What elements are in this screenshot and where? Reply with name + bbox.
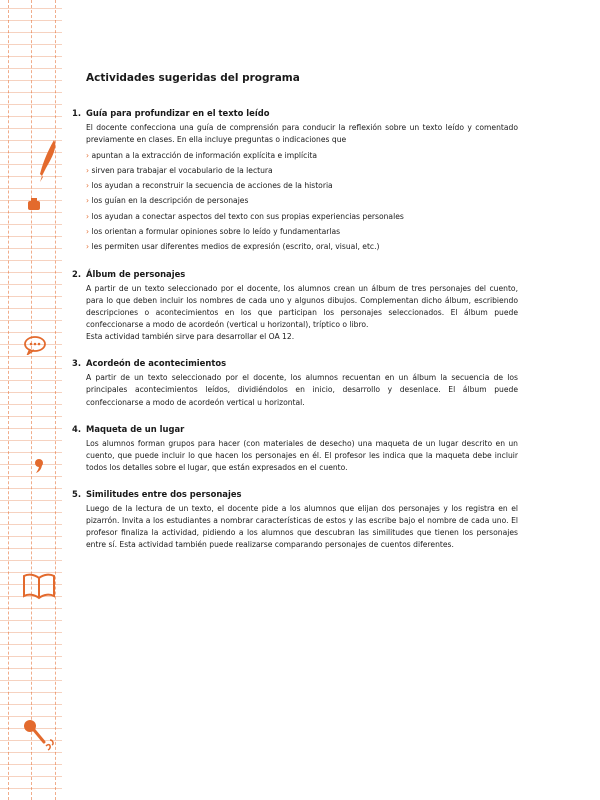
section-number: 1. (72, 108, 82, 118)
section-body (86, 438, 518, 474)
section-title: Acordeón de acontecimientos (86, 358, 227, 369)
bullet-item: › apuntan a la extracción de información explícita e implícita (86, 148, 518, 163)
section-title: Similitudes entre dos personajes (86, 488, 242, 499)
bullet-item: › les permiten usar diferentes medios de expresión (escrito, oral, visual, etc.) (86, 239, 518, 254)
bullet-item: › los ayudan a conectar aspectos del texto con sus propias experiencias personales (86, 209, 518, 224)
section-title: Maqueta de un lugar (86, 423, 185, 434)
section-paragraph: A partir de un texto seleccionado por el docente, los alumnos recuentan en un álbum la secuencia de los principales acontecimientos leídos, dividiéndolos en inicio, desarrollo y desenlace. El álbum puede confeccionarse a modo de acordeón vertical u horizontal. (86, 373, 518, 407)
margin-dashed-line (31, 0, 32, 800)
section-body (86, 372, 518, 408)
section-number: 5. (72, 488, 82, 499)
section-heading (72, 358, 518, 368)
bullet-item: › los orientan a formular opiniones sobre lo leído y fundamentarlas (86, 224, 518, 239)
margin-dashed-line (55, 0, 56, 800)
activity-section (72, 269, 518, 343)
open-book-icon (22, 572, 56, 600)
inkpot-icon (26, 196, 42, 212)
section-body (86, 283, 518, 343)
section-paragraph: El docente confecciona una guía de comprensión para conducir la reflexión sobre un texto leído y comentado previamente en clases. En ella incluye preguntas o indicaciones que (86, 123, 518, 145)
bullet-item: › los guían en la descripción de personajes (86, 193, 518, 208)
section-title: Álbum de personajes (86, 268, 186, 279)
decorative-margin-strip (0, 0, 62, 800)
activity-section (72, 489, 518, 551)
section-heading (72, 424, 518, 434)
section-number: 2. (72, 268, 82, 279)
section-paragraph: A partir de un texto seleccionado por el docente, los alumnos crean un álbum de tres personajes del cuento, para lo que deben incluir los nombres de cada uno y algunos dibujos. Complementan dicho álbum, escribiendo descripciones o acontecimientos en los que participan los personajes seleccionados. El álbum puede confeccionarse a modo de acordeón (vertical u horizontal), tríptico o libro. (86, 283, 518, 330)
activity-section (72, 424, 518, 474)
section-body (86, 503, 518, 551)
section-number: 3. (72, 358, 82, 369)
pen-icon (34, 138, 60, 184)
section-heading (72, 108, 518, 118)
margin-dashed-line (8, 0, 9, 800)
section-number: 4. (72, 423, 82, 434)
bullet-item: › los ayudan a reconstruir la secuencia de acciones de la historia (86, 178, 518, 193)
sections-container (72, 108, 518, 551)
bullet-item: › sirven para trabajar el vocabulario de la lectura (86, 163, 518, 178)
microphone-icon (20, 716, 56, 752)
document-content (72, 72, 518, 566)
activity-section (72, 358, 518, 408)
section-paragraph: Luego de la lectura de un texto, el docente pide a los alumnos que elijan dos personajes y los registra en el pizarrón. Invita a los estudiantes a nombrar características de estos y las escribe bajo el nombre de cada uno. El profesor finaliza la actividad, pidiendo a los alumnos que descubran las similitudes que tienen los personajes entre sí. Esta actividad también puede realizarse comparando personajes de cuentos diferentes. (86, 503, 518, 550)
activity-section (72, 108, 518, 254)
section-heading (72, 489, 518, 499)
speech-bubble-icon (23, 335, 47, 355)
page-title: Actividades sugeridas del programa (86, 72, 300, 84)
section-heading (72, 269, 518, 279)
section-paragraph: Esta actividad también sirve para desarrollar el OA 12. (86, 332, 295, 342)
section-paragraph: Los alumnos forman grupos para hacer (con materiales de desecho) una maqueta de un lugar descrito en un cuento, que puede incluir lo que hacen los personajes en él. El profesor les indica que la maqueta debe incluir todos los detalles sobre el lugar, que están expresados en el cuento. (86, 438, 518, 472)
bullet-list (86, 148, 518, 254)
section-title: Guía para profundizar en el texto leído (86, 108, 270, 118)
comma-icon (34, 458, 44, 474)
section-body (86, 122, 518, 254)
